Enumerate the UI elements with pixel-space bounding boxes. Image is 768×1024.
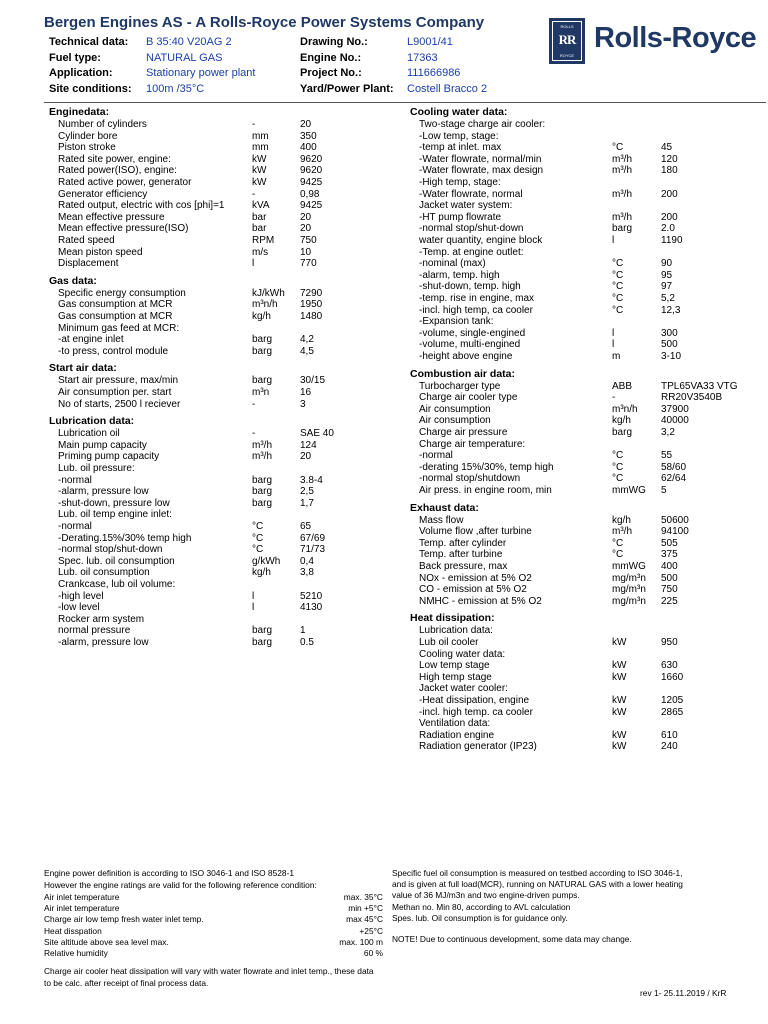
section-title: Combustion air data: (410, 367, 516, 380)
row-unit: - (252, 428, 256, 440)
row-value: 16 (300, 387, 312, 398)
row-unit: - (252, 188, 256, 200)
row-label: Specific energy consumption (58, 287, 186, 299)
row-unit: °C (612, 473, 624, 485)
row-unit: kW (252, 153, 267, 165)
row-unit: ABB (612, 380, 633, 392)
row-value: 300 (661, 327, 678, 339)
row-label: Radiation generator (IP23) (419, 741, 537, 753)
row-value: 4,2 (300, 334, 314, 346)
row-value: 200 (661, 211, 678, 223)
row-value: 9620 (300, 153, 323, 165)
row-unit: l (252, 258, 255, 270)
row-label: -nominal (max) (419, 258, 486, 270)
row-label: -volume, single-engined (419, 327, 526, 339)
row-value: 1205 (661, 695, 684, 706)
fuel-type-label: Fuel type: (49, 52, 101, 64)
row-label: Minimum gas feed at MCR: (58, 322, 180, 334)
row-unit: bar (252, 211, 267, 223)
row-value: 71/73 (300, 544, 326, 556)
row-unit: barg (252, 625, 273, 637)
row-value: TPL65VA33 VTG (661, 380, 738, 392)
row-unit: °C (612, 537, 624, 549)
footer-note-1: Charge air cooler heat dissipation will vary with water flowrate and inlet temp., these data (44, 966, 374, 976)
drawing-no-value: L9001/41 (407, 36, 453, 48)
condition-label: Charge air low temp fresh water inlet temp. (44, 914, 204, 925)
row-label: Charge air cooler type (419, 392, 518, 404)
row-label: Ventilation data: (419, 718, 491, 730)
row-value: 50600 (661, 514, 689, 526)
row-label: Lubrication data: (419, 625, 493, 637)
row-label: -Temp. at engine outlet: (419, 246, 524, 258)
row-label: Crankcase, lub oil volume: (58, 579, 176, 590)
row-label: normal pressure (58, 625, 131, 637)
row-unit: kW (612, 637, 627, 648)
footer-intro-2: However the engine ratings are valid for the following reference condition: (44, 880, 317, 890)
row-value: 0.5 (300, 637, 314, 648)
row-label: Rated site power, engine: (58, 153, 171, 165)
footer-intro-1: Engine power definition is according to ISO 3046-1 and ISO 8528-1 (44, 868, 295, 878)
row-label: -Water flowrate, normal/min (419, 153, 542, 165)
footer-right-line: value of 36 MJ/m3n and two engine-driven pumps. (392, 890, 580, 901)
row-label: No of starts, 2500 l reciever (58, 398, 181, 410)
row-label: -temp at inlet. max (419, 142, 502, 154)
row-value: 9620 (300, 165, 323, 177)
row-unit: °C (612, 258, 624, 270)
row-label: Spec. lub. oil consumption (58, 555, 175, 567)
row-label: -height above engine (419, 351, 513, 362)
row-label: Mean effective pressure(ISO) (58, 223, 189, 235)
condition-value: max 45°C (346, 914, 383, 925)
row-unit: m³/h (252, 451, 272, 463)
row-value: 4,5 (300, 345, 314, 357)
row-value: 1950 (300, 299, 323, 311)
footer-right-line: Methan no. Min 80, according to AVL calculation (392, 901, 571, 912)
row-label: Start air pressure, max/min (58, 375, 179, 387)
row-label: -Low temp, stage: (419, 130, 499, 142)
row-unit: barg (252, 334, 273, 346)
row-label: -incl. high temp, ca cooler (419, 304, 533, 316)
section-title: Start air data: (49, 362, 117, 375)
engine-no-value: 17363 (407, 52, 438, 64)
technical-data-value: B 35:40 V20AG 2 (146, 36, 232, 48)
row-label: Air consumption per. start (58, 387, 172, 398)
row-value: 5210 (300, 590, 323, 602)
row-value: 4130 (300, 602, 323, 614)
row-label: Rated power(ISO), engine: (58, 165, 177, 177)
row-value: 20 (300, 223, 312, 235)
condition-value: max. 35°C (343, 892, 383, 902)
row-value: 7290 (300, 287, 323, 299)
row-label: Rocker arm system (58, 613, 145, 625)
row-label: Displacement (58, 258, 119, 270)
row-value: 180 (661, 165, 678, 177)
row-label: CO - emission at 5% O2 (419, 584, 527, 596)
row-label: -Expansion tank: (419, 316, 494, 328)
row-label: Generator efficiency (58, 188, 148, 200)
row-label: Low temp stage (419, 660, 490, 672)
condition-label: Heat disspation (44, 925, 102, 936)
row-unit: °C (612, 461, 624, 473)
row-label: Volume flow ,after turbine (419, 526, 532, 538)
row-label: -Derating.15%/30% temp high (58, 532, 192, 544)
fuel-type-value: NATURAL GAS (146, 52, 223, 64)
row-unit: m³/h (612, 211, 632, 223)
row-label: Air press. in engine room, min (419, 485, 552, 496)
row-label: -Heat dissipation, engine (419, 695, 530, 706)
row-value: 120 (661, 153, 678, 165)
row-label: Temp. after cylinder (419, 537, 507, 549)
row-unit: - (612, 392, 616, 404)
row-label: Air consumption (419, 415, 491, 427)
row-unit: kW (612, 706, 627, 718)
row-value: 20 (300, 119, 312, 130)
row-value: 750 (661, 584, 678, 596)
row-value: 3,2 (661, 427, 675, 438)
row-value: RR20V3540B (661, 392, 723, 404)
condition-label: Site altitude above sea level max. (44, 936, 169, 947)
condition-label: Air inlet temperature (44, 892, 120, 902)
row-unit: barg (252, 486, 273, 498)
row-label: -incl. high temp. ca cooler (419, 706, 533, 718)
brand-logo-text: Rolls-Royce (594, 22, 757, 54)
row-unit: mmWG (612, 485, 646, 496)
row-label: -temp. rise in engine, max (419, 293, 535, 304)
section-title: Exhaust data: (410, 501, 479, 514)
row-label: -shut-down, temp. high (419, 281, 521, 293)
section-title: Lubrication data: (49, 415, 135, 428)
section-title: Enginedata: (49, 106, 110, 118)
row-value: 97 (661, 281, 673, 293)
row-label: Gas consumption at MCR (58, 311, 173, 322)
row-label: -volume, multi-engined (419, 339, 521, 351)
row-value: 200 (661, 188, 678, 200)
row-label: -normal stop/shutdown (419, 473, 521, 485)
technical-data-label: Technical data: (49, 36, 129, 48)
row-value: 225 (661, 595, 678, 607)
row-value: 1 (300, 625, 306, 637)
row-unit: l (612, 339, 615, 351)
row-unit: m (612, 351, 621, 362)
row-label: -Water flowrate, normal (419, 188, 523, 200)
condition-label: Air inlet temperature (44, 903, 120, 914)
row-value: 950 (661, 637, 678, 648)
footer-right-line: Spes. lub. Oil consumption is for guidance only. (392, 912, 568, 923)
condition-label: Relative humidity (44, 948, 108, 958)
footer-right-line: and is given at full load(MCR), running on NATURAL GAS with a lower heating (392, 879, 683, 890)
row-value: 3-10 (661, 351, 682, 362)
engine-no-label: Engine No.: (300, 52, 362, 64)
row-label: -alarm, pressure low (58, 637, 149, 648)
row-unit: RPM (252, 235, 275, 246)
row-value: 10 (300, 246, 312, 258)
rolls-royce-badge-icon: ROLLS RR ROYCE (549, 18, 585, 64)
row-value: 630 (661, 660, 678, 672)
row-unit: kW (612, 671, 627, 683)
section-title: Gas data: (49, 274, 97, 287)
footer-note-2: to be calc. after receipt of final process data. (44, 978, 209, 988)
row-unit: l (252, 602, 255, 614)
row-unit: m³n/h (612, 403, 638, 415)
row-unit: kW (612, 695, 627, 706)
row-value: 1480 (300, 311, 323, 322)
document-title: Bergen Engines AS - A Rolls-Royce Power Systems Company (44, 14, 485, 31)
row-unit: kW (612, 729, 627, 741)
row-unit: m³n (252, 387, 270, 398)
row-label: -derating 15%/30%, temp high (419, 461, 554, 473)
footer-right-line: Specific fuel oil consumption is measured on testbed according to ISO 3046-1, (392, 868, 683, 878)
site-conditions-label: Site conditions: (49, 83, 132, 95)
row-unit: m³/h (612, 526, 632, 538)
row-value: 3,8 (300, 567, 314, 579)
drawing-no-label: Drawing No.: (300, 36, 368, 48)
project-no-value: 111666986 (407, 67, 461, 79)
row-unit: kg/h (612, 415, 631, 427)
row-unit: l (252, 590, 255, 602)
row-label: -shut-down, pressure low (58, 497, 170, 509)
row-unit: °C (612, 281, 624, 293)
row-label: Rated speed (58, 235, 115, 246)
row-unit: m³/h (612, 165, 632, 177)
row-label: Turbocharger type (419, 380, 501, 392)
row-unit: g/kWh (252, 555, 281, 567)
row-unit: °C (612, 450, 624, 462)
row-label: -High temp, stage: (419, 177, 501, 188)
row-unit: - (252, 119, 256, 130)
row-unit: mmWG (612, 561, 646, 572)
row-label: Mean effective pressure (58, 211, 165, 223)
row-unit: °C (252, 521, 264, 532)
row-unit: kW (252, 165, 267, 177)
application-label: Application: (49, 67, 113, 79)
row-label: Cooling water data: (419, 648, 506, 660)
row-value: 5 (661, 485, 667, 496)
row-unit: mg/m³n (612, 584, 646, 596)
row-label: Piston stroke (58, 142, 116, 154)
row-label: High temp stage (419, 671, 492, 683)
project-no-label: Project No.: (300, 67, 362, 79)
row-unit: m³/h (612, 153, 632, 165)
row-label: -low level (58, 602, 100, 614)
row-unit: kg/h (252, 311, 271, 322)
row-label: Rated output, electric with cos [phi]=1 (58, 200, 225, 212)
row-label: -high level (58, 590, 104, 602)
row-unit: l (612, 327, 615, 339)
row-unit: barg (252, 375, 273, 387)
condition-value: min +5°C (348, 903, 383, 914)
row-value: 9425 (300, 200, 323, 212)
row-label: -normal stop/shut-down (58, 544, 163, 556)
row-label: -normal (419, 450, 453, 462)
row-unit: barg (252, 497, 273, 509)
row-label: Two-stage charge air cooler: (419, 119, 546, 130)
row-unit: kW (252, 177, 267, 188)
row-unit: kVA (252, 200, 270, 212)
row-value: 62/64 (661, 473, 687, 485)
section-title: Heat dissipation: (410, 612, 495, 625)
row-label: Lub oil cooler (419, 637, 479, 648)
row-value: 55 (661, 450, 673, 462)
row-value: 12,3 (661, 304, 681, 316)
row-unit: °C (612, 269, 624, 281)
row-label: Radiation engine (419, 729, 495, 741)
row-label: Lubrication oil (58, 428, 120, 440)
section-title: Cooling water data: (410, 106, 508, 118)
footer-notice: NOTE! Due to continuous development, some data may change. (392, 934, 632, 944)
row-value: 94100 (661, 526, 689, 538)
row-value: 20 (300, 211, 312, 223)
yard-value: Costell Bracco 2 (407, 83, 488, 95)
row-value: 40000 (661, 415, 689, 427)
row-label: Back pressure, max (419, 561, 508, 572)
row-value: SAE 40 (300, 428, 334, 440)
row-unit: °C (612, 549, 624, 561)
row-value: 20 (300, 451, 312, 463)
row-value: 90 (661, 258, 673, 270)
row-value: 58/60 (661, 461, 687, 473)
row-label: -HT pump flowrate (419, 211, 502, 223)
row-label: NMHC - emission at 5% O2 (419, 595, 542, 607)
row-value: 500 (661, 572, 678, 584)
row-label: Temp. after turbine (419, 549, 503, 561)
row-value: 610 (661, 729, 678, 741)
row-label: -to press, control module (58, 345, 169, 357)
row-unit: °C (612, 142, 624, 154)
row-label: -alarm, temp. high (419, 269, 500, 281)
row-unit: m/s (252, 246, 269, 258)
row-label: Priming pump capacity (58, 451, 160, 463)
row-label: -alarm, pressure low (58, 486, 149, 498)
row-value: 240 (661, 741, 678, 753)
row-label: Mass flow (419, 514, 464, 526)
row-unit: mg/m³n (612, 572, 646, 584)
row-value: 3.8-4 (300, 474, 323, 486)
row-value: 3 (300, 398, 306, 410)
condition-value: 60 % (363, 948, 383, 958)
row-unit: m³n/h (252, 299, 278, 311)
row-label: -normal stop/shut-down (419, 223, 524, 235)
site-conditions-value: 100m /35°C (146, 83, 205, 95)
row-value: 0,98 (300, 188, 320, 200)
row-value: 750 (300, 235, 317, 246)
row-value: 1660 (661, 671, 684, 683)
row-value: 9425 (300, 177, 323, 188)
row-label: Charge air temperature: (419, 438, 526, 450)
row-label: Number of cylinders (58, 119, 147, 130)
row-unit: °C (252, 544, 264, 556)
application-value: Stationary power plant (146, 67, 256, 79)
row-unit: bar (252, 223, 267, 235)
row-label: Air consumption (419, 403, 491, 415)
row-unit: kg/h (612, 514, 631, 526)
row-value: 95 (661, 269, 673, 281)
row-label: Lub. oil pressure: (58, 463, 135, 474)
row-unit: mm (252, 142, 269, 154)
row-unit: kW (612, 660, 627, 672)
row-value: 1,7 (300, 497, 314, 509)
row-value: 45 (661, 142, 673, 154)
yard-label: Yard/Power Plant: (300, 83, 394, 95)
row-unit: barg (612, 223, 633, 235)
row-unit: °C (612, 293, 624, 304)
row-value: 350 (300, 130, 317, 142)
row-label: Mean piston speed (58, 246, 143, 258)
row-label: Lub. oil temp engine inlet: (58, 509, 172, 521)
row-label: NOx - emission at 5% O2 (419, 572, 532, 584)
row-label: Lub. oil consumption (58, 567, 150, 579)
row-label: Rated active power, generator (58, 177, 192, 188)
row-value: 65 (300, 521, 312, 532)
row-unit: mm (252, 130, 269, 142)
row-value: 2.0 (661, 223, 675, 235)
row-unit: barg (252, 474, 273, 486)
row-value: 5,2 (661, 293, 675, 304)
row-value: 30/15 (300, 375, 326, 387)
row-unit: kW (612, 741, 627, 753)
row-value: 2865 (661, 706, 684, 718)
row-value: 770 (300, 258, 317, 270)
row-unit: °C (612, 304, 624, 316)
row-value: 124 (300, 439, 317, 451)
row-unit: m³/h (612, 188, 632, 200)
row-label: -Water flowrate, max design (419, 165, 544, 177)
row-unit: kJ/kWh (252, 287, 285, 299)
row-value: 505 (661, 537, 678, 549)
row-value: 400 (300, 142, 317, 154)
condition-value: +25°C (359, 925, 383, 936)
condition-value: max. 100 m (339, 936, 383, 947)
row-unit: barg (252, 345, 273, 357)
row-label: Jacket water system: (419, 200, 513, 212)
row-label: -at engine inlet (58, 334, 124, 346)
row-value: 500 (661, 339, 678, 351)
row-unit: barg (252, 637, 273, 648)
row-value: 0,4 (300, 555, 314, 567)
row-label: Charge air pressure (419, 427, 508, 438)
row-label: water quantity, engine block (419, 235, 543, 246)
row-value: 2,5 (300, 486, 314, 498)
row-label: -normal (58, 521, 92, 532)
row-label: Cylinder bore (58, 130, 118, 142)
row-label: Jacket water cooler: (419, 683, 508, 695)
row-label: Gas consumption at MCR (58, 299, 173, 311)
row-unit: kg/h (252, 567, 271, 579)
row-unit: - (252, 398, 256, 410)
row-value: 375 (661, 549, 678, 561)
row-value: 400 (661, 561, 678, 572)
row-label: Main pump capacity (58, 439, 147, 451)
revision-label: rev 1- 25.11.2019 / KrR (640, 988, 727, 998)
row-value: 37900 (661, 403, 689, 415)
row-label: -normal (58, 474, 92, 486)
row-unit: l (612, 235, 615, 246)
row-value: 1190 (661, 235, 683, 246)
row-unit: mg/m³n (612, 595, 646, 607)
row-unit: m³/h (252, 439, 272, 451)
row-unit: °C (252, 532, 264, 544)
row-value: 67/69 (300, 532, 326, 544)
row-unit: barg (612, 427, 633, 438)
